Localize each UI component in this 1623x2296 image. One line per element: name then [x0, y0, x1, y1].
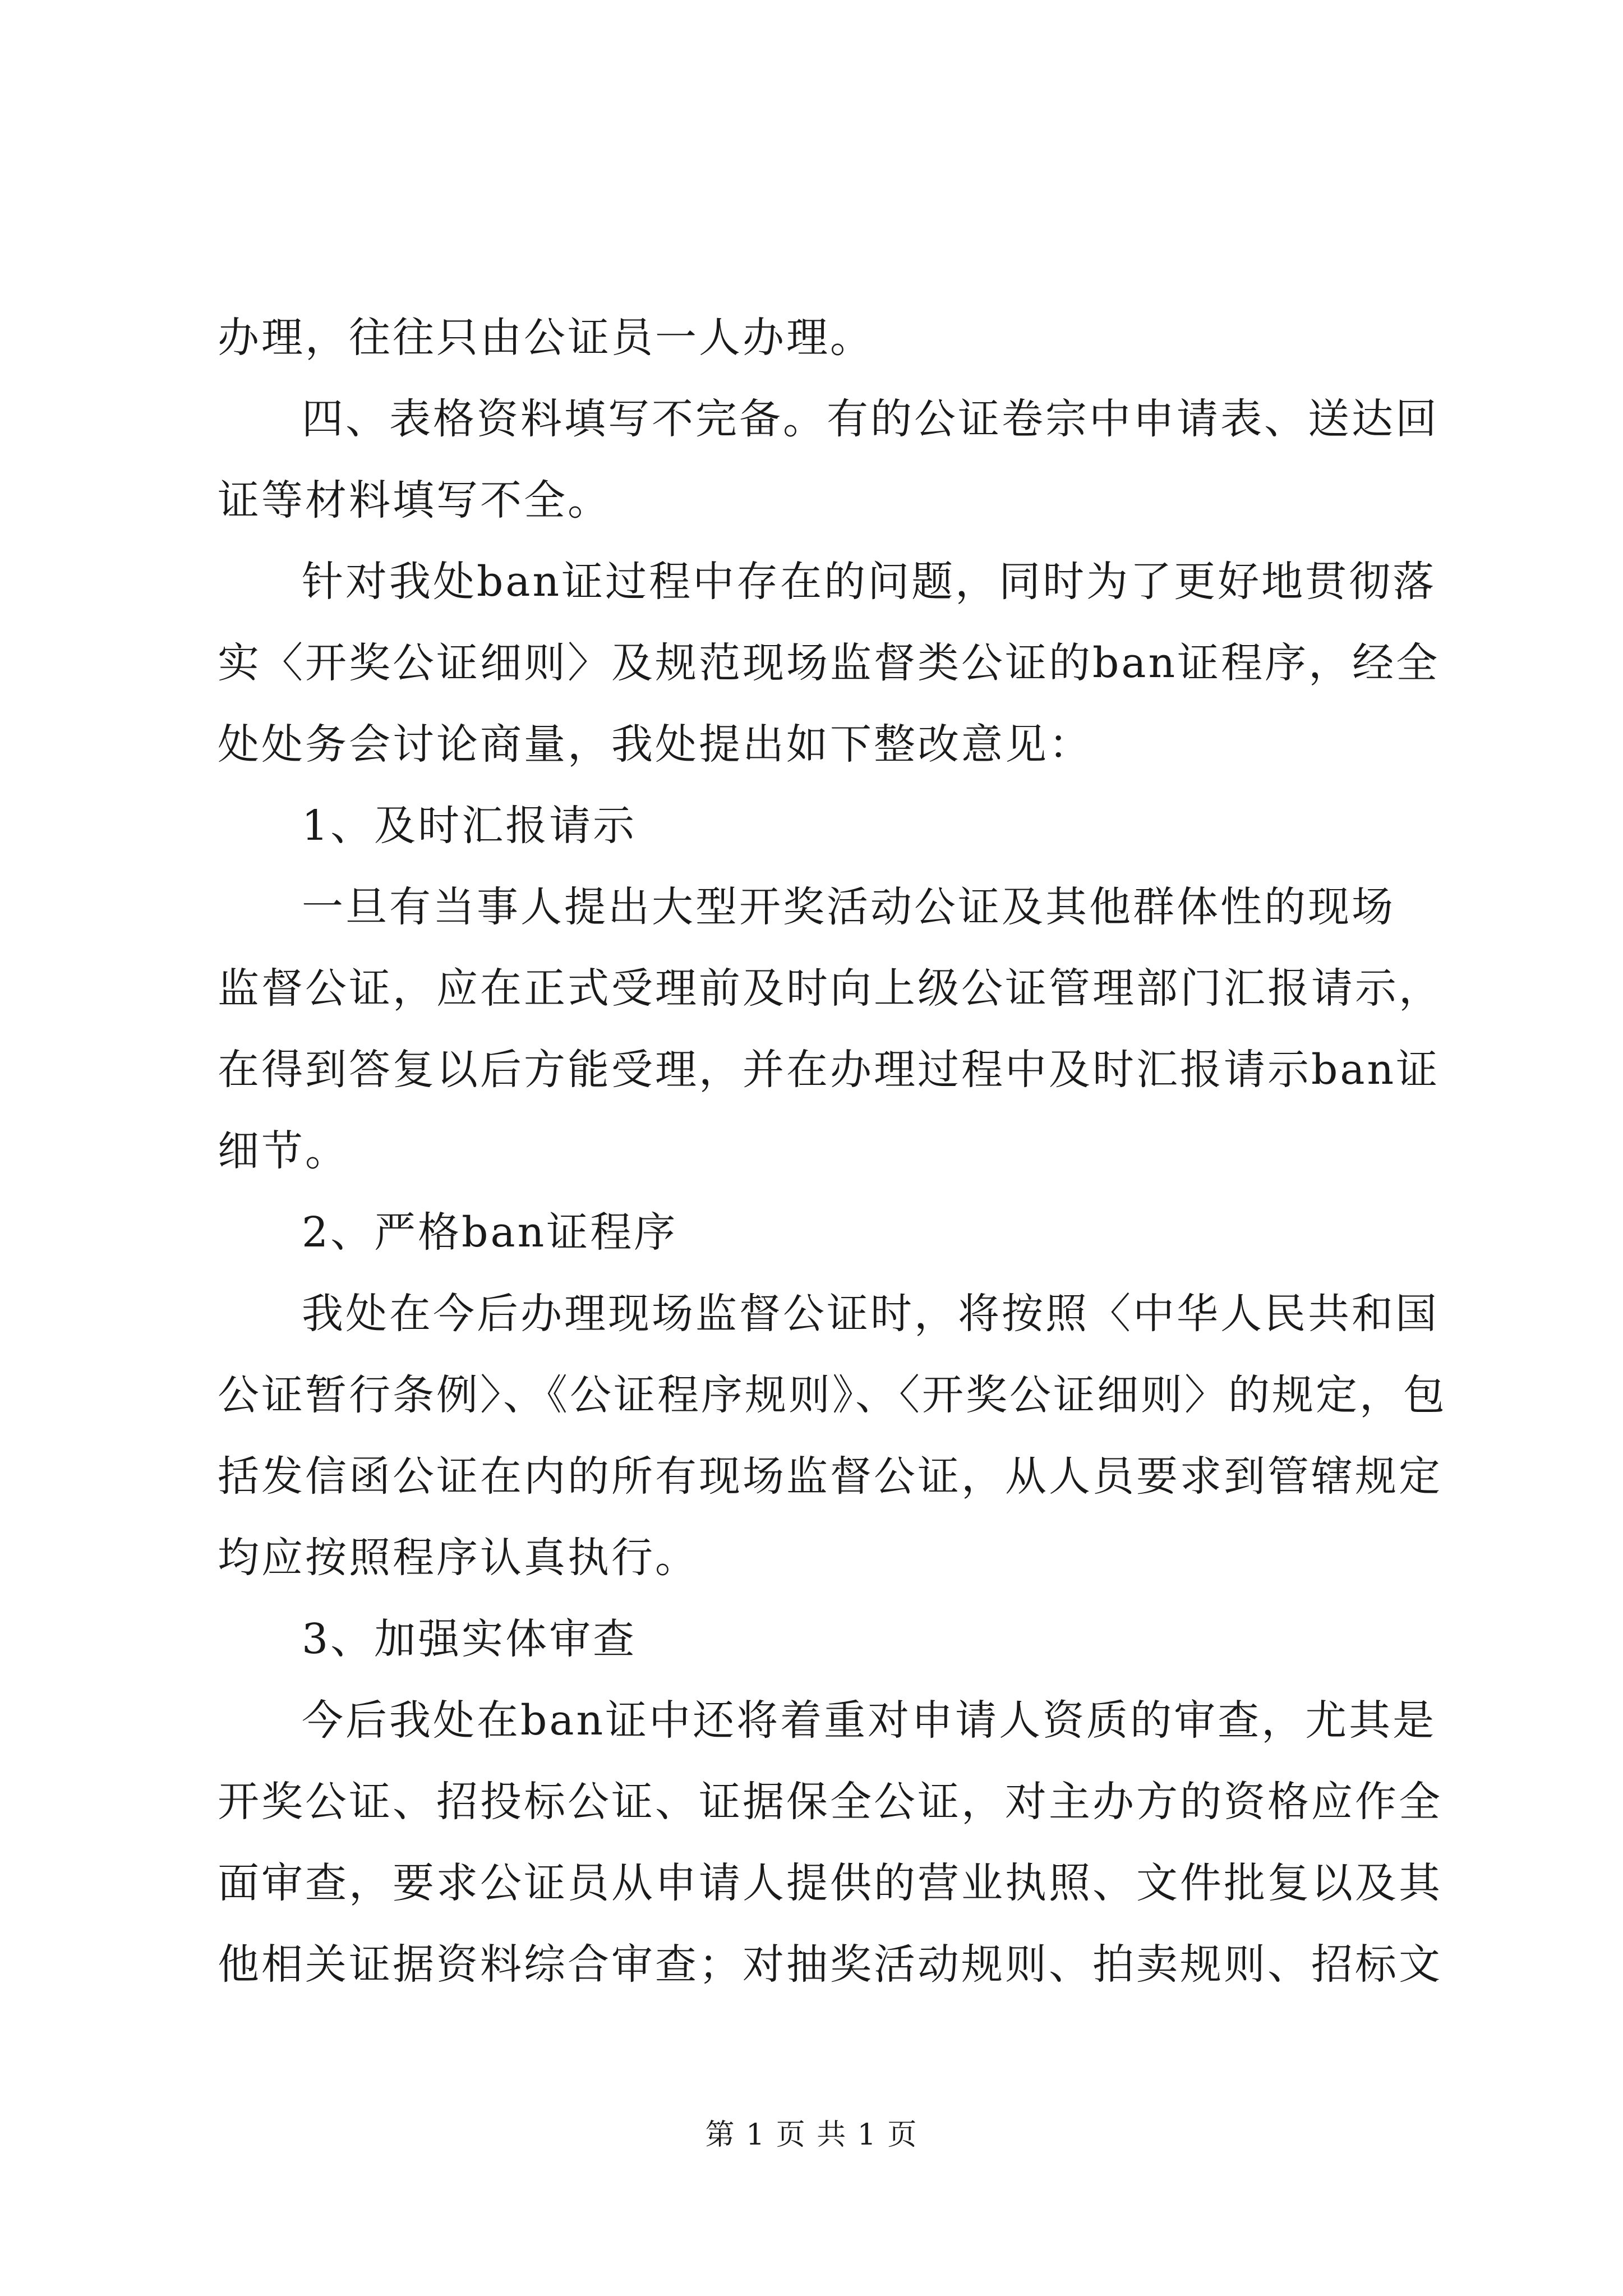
body-line-15: 括发信函公证在内的所有现场监督公证，从人员要求到管辖规定: [218, 1452, 1442, 1501]
body-line-1: 办理，往往只由公证员一人办理。: [218, 314, 874, 362]
body-line-8: 一旦有当事人提出大型开奖活动公证及其他群体性的现场: [302, 883, 1395, 931]
body-line-20: 面审查，要求公证员从申请人提供的营业执照、文件批复以及其: [218, 1859, 1442, 1907]
body-line-3: 证等材料填写不全。: [218, 476, 611, 524]
page-footer: 第 1 页 共 1 页: [705, 2118, 918, 2152]
body-line-10: 在得到答复以后方能受理，并在办理过程中及时汇报请示ban证: [218, 1046, 1440, 1094]
section-heading-2: 2、严格ban证程序: [302, 1208, 678, 1257]
body-line-16: 均应按照程序认真执行。: [218, 1534, 699, 1582]
body-line-18: 今后我处在ban证中还将着重对申请人资质的审查，尤其是: [302, 1696, 1437, 1745]
section-heading-1: 1、及时汇报请示: [302, 802, 637, 850]
body-line-19: 开奖公证、招投标公证、证据保全公证，对主办方的资格应作全: [218, 1778, 1442, 1826]
section-heading-3: 3、加强实体审查: [302, 1615, 637, 1663]
body-line-14: 公证暂行条例〉、《公证程序规则》、〈开奖公证细则〉的规定，包: [218, 1371, 1447, 1419]
body-line-9: 监督公证，应在正式受理前及时向上级公证管理部门汇报请示，: [218, 964, 1442, 1013]
body-line-21: 他相关证据资料综合审查；对抽奖活动规则、拍卖规则、招标文: [218, 1940, 1442, 1989]
body-line-6: 处处务会讨论商量，我处提出如下整改意见：: [218, 720, 1092, 769]
body-line-5: 实〈开奖公证细则〉及规范现场监督类公证的ban证程序，经全: [218, 639, 1440, 687]
body-line-13: 我处在今后办理现场监督公证时，将按照〈中华人民共和国: [302, 1290, 1439, 1338]
body-line-4: 针对我处ban证过程中存在的问题，同时为了更好地贯彻落: [302, 558, 1437, 606]
body-line-11: 细节。: [218, 1127, 349, 1175]
body-line-2: 四、表格资料填写不完备。有的公证卷宗中申请表、送达回: [302, 395, 1439, 443]
